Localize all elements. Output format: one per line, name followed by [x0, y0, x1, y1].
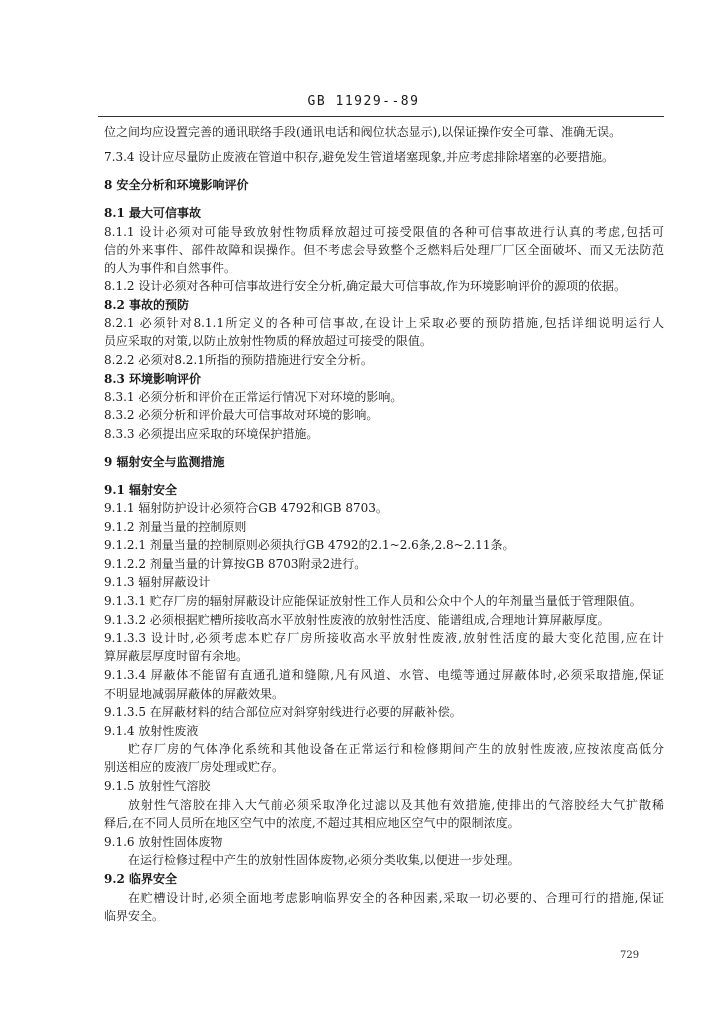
text-line: 8.1.2 设计必须对各种可信事故进行安全分析,确定最大可信事故,作为环境影响评价的源项的依据。 [104, 279, 626, 293]
text-line: 8.3.2 必须分析和评价最大可信事故对环境的影响。 [104, 408, 379, 422]
section-heading: 8.1 最大可信事故 [104, 206, 202, 220]
text-line: 9.1.3.2 必须根据贮槽所接收高水平放射性废液的放射性活度、能谱组成,合理地计算屏蔽厚度。 [104, 613, 610, 627]
text-line: 放射性气溶胶在排入大气前必须采取净化过滤以及其他有效措施,使排出的气溶胶经大气扩散稀 [128, 798, 664, 812]
text-line: 9.1.2 剂量当量的控制原则 [104, 520, 247, 534]
text-line: 贮存厂房的气体净化系统和其他设备在正常运行和检修期间产生的放射性废液,应按浓度高低分 [128, 742, 664, 756]
text-line: 的人为事件和自然事件。 [104, 261, 237, 275]
section-heading: 9.2 临界安全 [104, 872, 178, 886]
text-line: 释后,在不同人员所在地区空气中的浓度,不超过其相应地区空气中的限制浓度。 [104, 816, 520, 830]
text-line: 9.1.3.3 设计时,必须考虑本贮存厂房所接收高水平放射性废液,放射性活度的最大变化范围,应在计 [104, 631, 664, 645]
text-line: 临界安全。 [104, 909, 165, 923]
text-line: 9.1.3.1 贮存厂房的辐射屏蔽设计应能保证放射性工作人员和公众中个人的年剂量当量低于管理限值。 [104, 594, 642, 608]
text-line: 9.1.5 放射性气溶胶 [104, 779, 211, 793]
text-line: 8.2.2 必须对8.2.1所指的预防措施进行安全分析。 [104, 353, 373, 367]
text-line: 7.3.4 设计应尽量防止废液在管道中积存,避免发生管道堵塞现象,并应考虑排除堵塞的必要措施。 [104, 150, 614, 164]
text-line: 9.1.1 辐射防护设计必须符合GB 4792和GB 8703。 [104, 501, 388, 515]
text-line: 8.1.1 设计必须对可能导致放射性物质释放超过可接受限值的各种可信事故进行认真的考虑,包括可 [104, 225, 664, 239]
text-line: 9.1.3.5 在屏蔽材料的结合部位应对斜穿射线进行必要的屏蔽补偿。 [104, 705, 462, 719]
text-line: 9.1.2.1 剂量当量的控制原则必须执行GB 4792的2.1~2.6条,2.8~2.11条。 [104, 538, 515, 552]
text-line: 9.1.3.4 屏蔽体不能留有直通孔道和缝隙,凡有风道、水管、电缆等通过屏蔽体时,必须采取措施,保证 [104, 668, 664, 682]
section-heading: 9.1 辐射安全 [104, 483, 178, 497]
text-line: 8.3.3 必须提出应采取的环境保护措施。 [104, 427, 319, 441]
text-line: 不明显地减弱屏蔽体的屏蔽效果。 [104, 687, 285, 701]
page-number: 729 [620, 950, 640, 961]
text-line: 9.1.2.2 剂量当量的计算按GB 8703附录2进行。 [104, 557, 367, 571]
text-line: 在运行检修过程中产生的放射性固体废物,必须分类收集,以便进一步处理。 [128, 853, 520, 867]
header-rule [98, 116, 664, 117]
section-heading: 8.3 环境影响评价 [104, 372, 202, 386]
standard-header: GB 11929--89 [307, 94, 420, 109]
text-line: 员应采取的对策,以防止放射性物质的释放超过可接受的限值。 [104, 334, 432, 348]
text-line: 算屏蔽层厚度时留有余地。 [104, 649, 249, 663]
section-heading: 9 辐射安全与监测措施 [104, 455, 225, 469]
text-line: 在贮槽设计时,必须全面地考虑影响临界安全的各种因素,采取一切必要的、合理可行的措施,保证 [128, 891, 664, 905]
text-line: 信的外来事件、部件故障和误操作。但不考虑会导致整个乏燃料后处理厂厂区全面破坏、而又无法防范 [104, 243, 664, 257]
text-line: 8.2.1 必须针对8.1.1所定义的各种可信事故,在设计上采取必要的预防措施,包括详细说明运行人 [104, 316, 664, 330]
text-line: 9.1.6 放射性固体废物 [104, 835, 223, 849]
section-heading: 8 安全分析和环境影响评价 [104, 178, 249, 192]
text-line: 别送相应的废液厂房处理或贮存。 [104, 760, 285, 774]
text-line: 9.1.4 放射性废液 [104, 724, 199, 738]
text-line: 9.1.3 辐射屏蔽设计 [104, 575, 211, 589]
text-line: 位之间均应设置完善的通讯联络手段(通讯电话和阀位状态显示),以保证操作安全可靠、准确无误。 [104, 125, 622, 139]
text-line: 8.3.1 必须分析和评价在正常运行情况下对环境的影响。 [104, 390, 403, 404]
section-heading: 8.2 事故的预防 [104, 298, 190, 312]
